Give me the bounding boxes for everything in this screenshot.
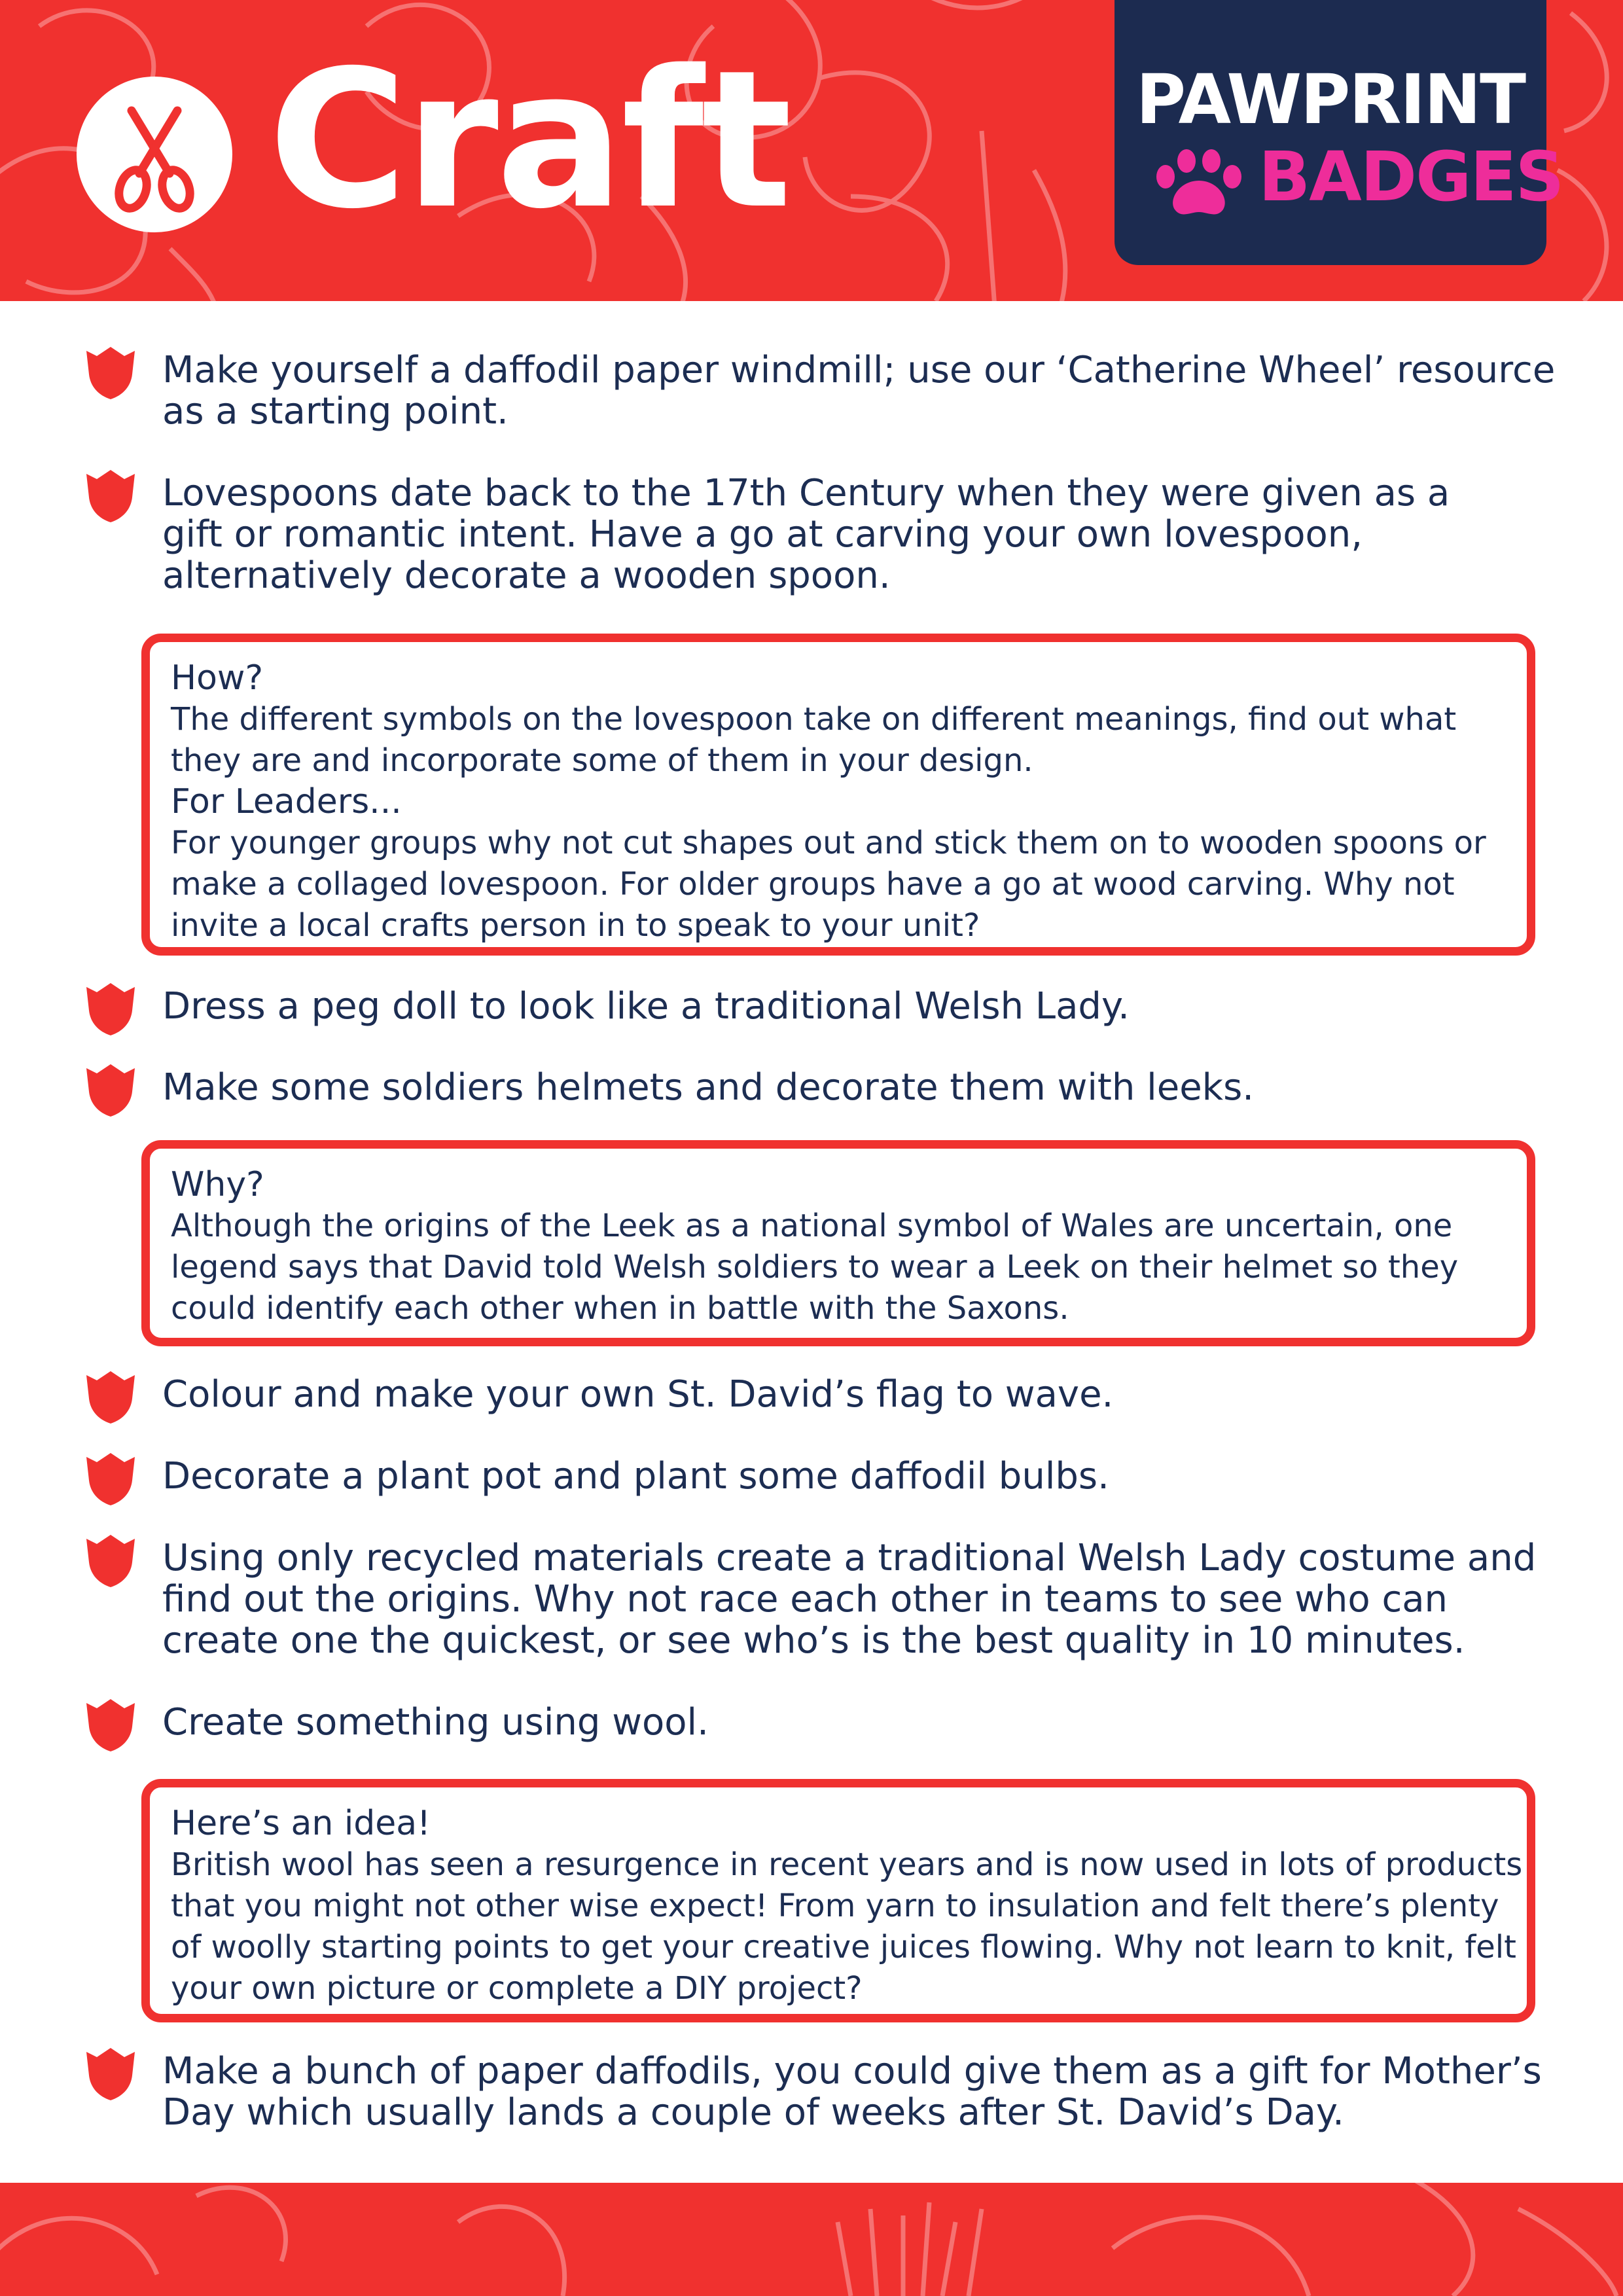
brand-logo [1115, 0, 1563, 265]
flower-pattern [0, 2183, 1623, 2296]
item-text: Decorate a plant pot and plant some daffodil bulbs. [162, 1455, 1109, 1498]
shield-icon [84, 1452, 137, 1507]
item-text: Create something using wool. [162, 1701, 709, 1744]
box-heading: Here’s an idea! [171, 1804, 431, 1843]
shield-icon [84, 1698, 137, 1753]
shield-icon [84, 982, 137, 1037]
box-heading: Why? [171, 1165, 264, 1204]
page-title: Craft [268, 30, 790, 251]
box-text: For younger groups why not cut shapes out and stick them on to wooden spoons or make a collaged lovespoon. For older groups have a go at wood carving. Why not invite a local crafts person in to speak to your unit? [171, 825, 1486, 944]
shield-icon [84, 469, 137, 524]
header-banner [0, 0, 1623, 301]
scissors-icon [77, 77, 232, 232]
footer-banner [0, 2183, 1623, 2296]
box-text: British wool has seen a resurgence in recent years and is now used in lots of products that you might not other wise expect! From yarn to insulation and felt there’s plenty of woolly starting points to get your creative juices flowing. Why not learn to knit, felt your own picture or complete a DIY project? [171, 1846, 1523, 2007]
item-text: Colour and make your own St. David’s flag to wave. [162, 1373, 1114, 1416]
info-box-why [141, 1140, 1535, 1346]
paw-icon [1152, 149, 1251, 221]
info-box-idea [141, 1779, 1535, 2022]
box-subheading: For Leaders... [171, 782, 402, 821]
item-text: Make some soldiers helmets and decorate them with leeks. [162, 1066, 1255, 1109]
item-text: Make yourself a daffodil paper windmill; use our ‘Catherine Wheel’ resource as a starting point. [162, 349, 1556, 433]
box-heading: How? [171, 658, 264, 698]
item-text: Make a bunch of paper daffodils, you could give them as a gift for Mother’s Day which usually lands a couple of weeks after St. David’s Day. [162, 2050, 1542, 2134]
info-box-how [141, 634, 1535, 956]
box-text: The different symbols on the lovespoon take on different meanings, find out what they are and incorporate some of them in your design. [171, 701, 1457, 779]
item-text: Lovespoons date back to the 17th Century when they were given as a gift or romantic intent. Have a go at carving your own lovespoon, alternatively decorate a wooden spoon. [162, 472, 1450, 597]
brand-line1: PAWPRINT [1135, 60, 1525, 139]
shield-icon [84, 2047, 137, 2102]
scissors-badge [77, 77, 232, 232]
shield-icon [84, 1534, 137, 1588]
item-text: Dress a peg doll to look like a traditional Welsh Lady. [162, 985, 1130, 1028]
shield-icon [84, 346, 137, 401]
brand-line2: BADGES [1258, 137, 1563, 217]
shield-icon [84, 1063, 137, 1118]
item-text: Using only recycled materials create a traditional Welsh Lady costume and find out the origins. Why not race each other in teams to see who can create one the quickest, or see who’s is the best quality in 10 minutes. [162, 1537, 1537, 1662]
shield-icon [84, 1370, 137, 1425]
box-text: Although the origins of the Leek as a national symbol of Wales are uncertain, one legend says that David told Welsh soldiers to wear a Leek on their helmet so they could identify each other when in battle with the Saxons. [171, 1208, 1459, 1327]
